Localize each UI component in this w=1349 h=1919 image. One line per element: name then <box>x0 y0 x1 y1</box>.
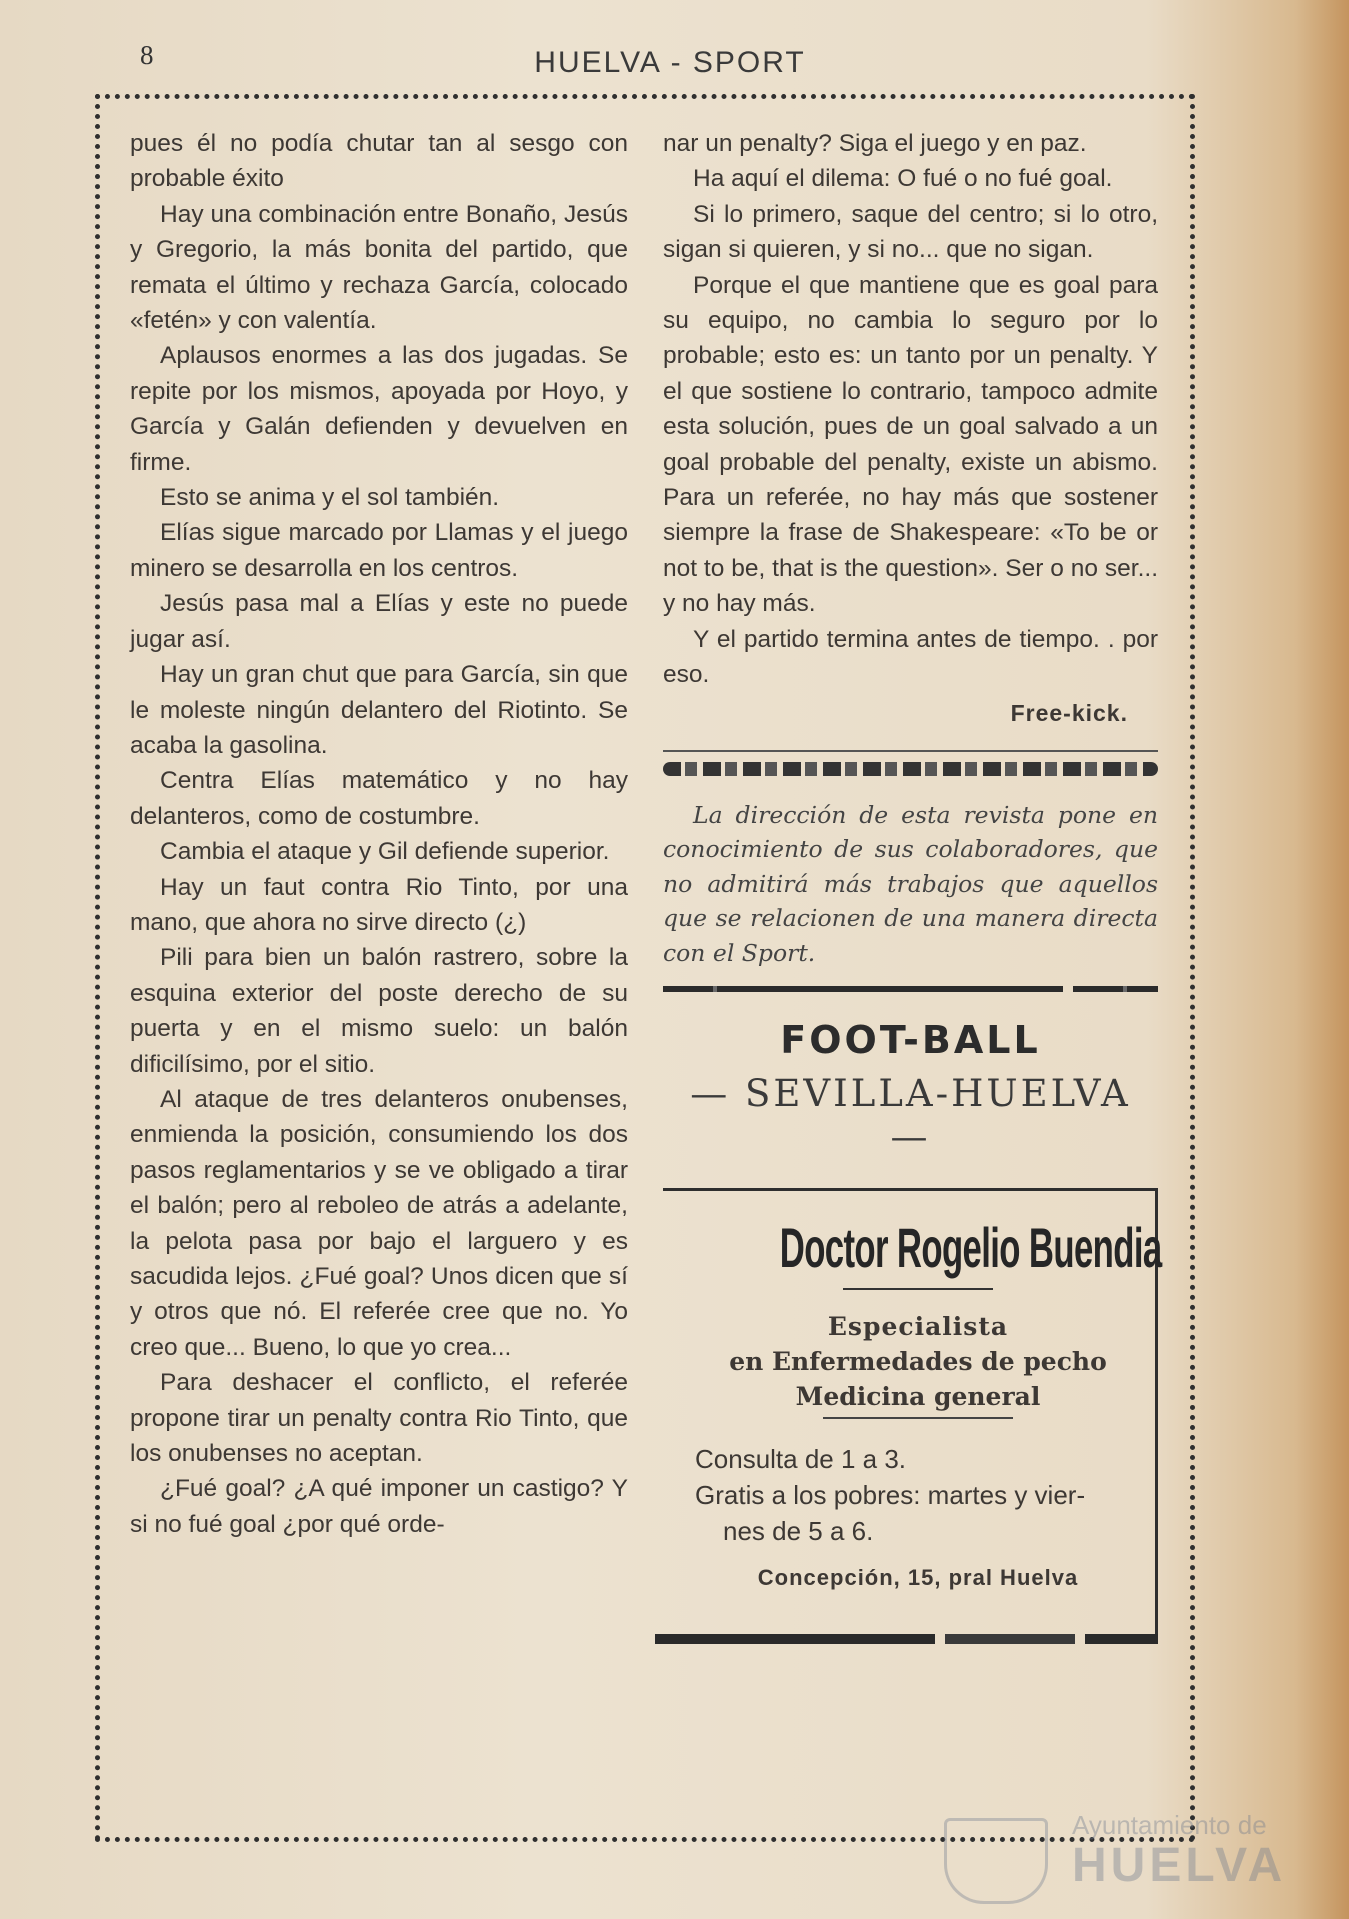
ad-address: Concepción, 15, pral Huelva <box>757 1565 1079 1590</box>
paragraph: Elías sigue marcado por Llamas y el juego minero se desarrolla en los centros. <box>130 519 628 582</box>
ad-free-hours: Gratis a los pobres: martes y vier- <box>695 1480 1086 1510</box>
divider <box>843 1288 993 1290</box>
ad-hours: Consulta de 1 a 3. <box>695 1444 907 1474</box>
ad-general: Medicina general <box>795 1382 1041 1411</box>
paragraph: Esto se anima y el sol también. <box>160 484 500 512</box>
paragraph: Hay una combinación entre Bonaño, Jesús y Gregorio, la más bonita del partido, que remata el último y rechaza García, colocado «fetén» y con valentía. <box>130 200 628 335</box>
paragraph: Al ataque de tres delanteros onubenses, enmienda la posición, consumiendo los dos pasos reglamentarios y se ve obligado a tirar el balón; pero al reboleo de atrás a adelante, la pelota pasa por bajo el larguero y es sacudida lejos. ¿Fué goal? Unos dicen que sí y otros que nó. El referée cree que no. Yo creo que... Bueno, lo que yo crea... <box>130 1085 628 1361</box>
paragraph: Ha aquí el dilema: O fué o no fué goal. <box>693 165 1113 193</box>
paragraph: Jesús pasa mal a Elías y este no puede jugar así. <box>130 590 628 653</box>
paragraph: Si lo primero, saque del centro; si lo otro, sigan si quieren, y si no... que no sigan. <box>663 200 1158 264</box>
divider <box>655 1634 1158 1644</box>
right-column <box>663 126 1162 1634</box>
paragraph: Pili para bien un balón rastrero, sobre la esquina exterior del poste derecho de su puerta y en el mismo suelo: un balón dificilísimo, por el sitio. <box>130 944 628 1078</box>
chain-ornament <box>663 762 1158 776</box>
section-title: FOOT-BALL <box>780 1018 1041 1062</box>
divider <box>663 750 1158 752</box>
paragraph: Aplausos enormes a las dos jugadas. Se repite por los mismos, apoyada por Hoyo, y García y Galán defienden y devuelven en firme. <box>130 342 628 476</box>
ad-title: Especialista <box>827 1312 1009 1341</box>
doctor-advertisement <box>663 1188 1162 1634</box>
paragraph: Cambia el ataque y Gil defiende superior. <box>160 838 610 866</box>
author-signature: Free-kick. <box>1010 699 1128 726</box>
left-column <box>130 126 628 1542</box>
editorial-notice: La dirección de esta revista pone en conocimiento de sus colaboradores, que no admitirá más trabajos que aquellos que se relacionen de una manera directa con el Sport. <box>663 800 1158 967</box>
running-head: HUELVA - SPORT <box>534 46 806 79</box>
page-number: 8 <box>140 40 154 70</box>
paragraph: nar un penalty? Siga el juego y en paz. <box>663 130 1087 157</box>
paragraph: Hay un gran chut que para García, sin que le moleste ningún delantero del Riotinto. Se acaba la gasolina. <box>130 661 628 759</box>
paragraph: ¿Fué goal? ¿A qué imponer un castigo? Y si no fué goal ¿por qué orde- <box>130 1475 628 1538</box>
ad-doctor-name: Doctor Rogelio Buendia <box>779 1216 1162 1279</box>
watermark-line: Ayuntamiento de <box>1072 1810 1267 1840</box>
section-subtitle: — SEVILLA-HUELVA — <box>690 1072 1131 1158</box>
divider <box>663 986 1158 992</box>
paragraph: Centra Elías matemático y no hay delanteros, como de costumbre. <box>130 767 628 830</box>
watermark-line: HUELVA <box>1072 1839 1287 1892</box>
divider <box>823 1417 1013 1419</box>
paragraph: pues él no podía chutar tan al sesgo con probable éxito <box>130 130 628 193</box>
paragraph: Y el partido termina antes de tiempo. . por eso. <box>663 625 1158 689</box>
paragraph: Porque el que mantiene que es goal para su equipo, no cambia lo seguro por lo probable; esto es: un tanto por un penalty. Y el que sostiene lo contrario, tampoco admite esta solución, pues de un goal salvado a un goal probable del penalty, existe un abismo. Para un referée, no hay más que sostener siempre la frase de Shakespeare: «To be or not to be, that is the question». Ser o no ser... y no hay más. <box>663 271 1158 618</box>
coat-of-arms-icon <box>944 1818 1048 1904</box>
paragraph: Hay un faut contra Rio Tinto, por una mano, que ahora no sirve directo (¿) <box>130 873 628 936</box>
paragraph: Para deshacer el conflicto, el referée propone tirar un penalty contra Rio Tinto, que los onubenses no aceptan. <box>130 1369 628 1468</box>
ad-specialty: en Enfermedades de pecho <box>729 1347 1107 1376</box>
archive-watermark <box>944 1810 1294 1906</box>
ad-free-hours-cont: nes de 5 a 6. <box>723 1516 874 1546</box>
